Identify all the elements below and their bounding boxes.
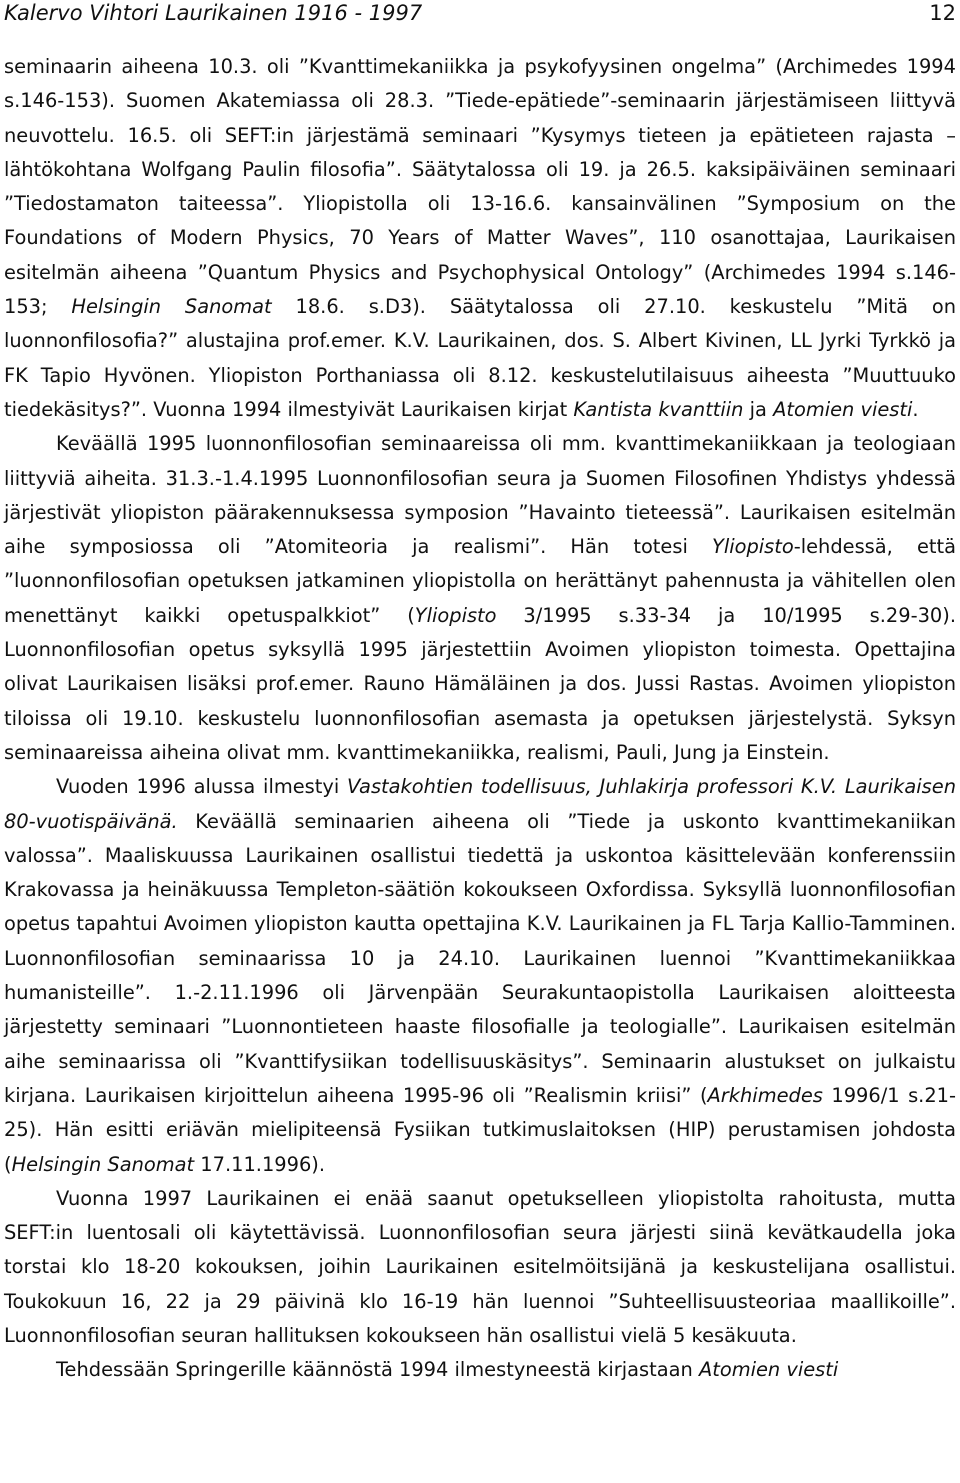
italic-title: Helsingin Sanomat bbox=[11, 1152, 195, 1176]
running-header bbox=[4, 0, 956, 30]
document-body bbox=[4, 50, 956, 1388]
italic-title: Helsingin Sanomat bbox=[71, 295, 272, 319]
italic-title: Kantista kvanttiin bbox=[573, 397, 744, 421]
paragraph-text: Keväällä seminaarien aiheena oli ”Tiede ja uskonto kvanttimekaniikan valossa”. Maaliskuussa Laurikainen osallistui tiedettä ja uskontoa käsittelevään konferenssiin Krakovassa ja heinäkuussa Templeton-säätiön kokoukseen Oxfordissa. Syksyllä luonnonfilosofian opetus tapahtui Avoimen yliopiston kautta opettajina K.V. Laurikainen ja FL Tarja Kallio-Tamminen. Luonnonfilosofian seminaarissa 10 ja 24.10. Laurikainen luennoi ”Kvanttimekaniikkaa humanisteille”. 1.-2.11.1996 oli Järvenpään Seurakuntaopistolla Laurikaisen aloitteesta järjestetty seminaari ”Luonnontieteen haaste filosofialle ja teologialle”. Laurikaisen esitelmän aihe seminaarissa oli ”Kvanttifysiikan todellisuuskäsitys”. Seminaarin alustukset on julkaistu kirjana. Laurikaisen kirjoittelun aiheena 1995-96 oli ”Realismin kriisi” ( bbox=[4, 809, 956, 1107]
italic-title: Atomien viesti bbox=[698, 1358, 839, 1382]
paragraph bbox=[4, 50, 956, 427]
paragraph-text: Vuonna 1997 Laurikainen ei enää saanut opetukselleen yliopistolta rahoitusta, mutta SEFT:in luentosali oli käytettävissä. Luonnonfilosofian seura järjesti siinä kevätkaudella joka torstai klo 18-20 kokouksen, joihin Laurikainen esitelmöitsijänä ja keskustelijana osallistui. Toukokuun 16, 22 ja 29 päivinä klo 16-19 hän luennoi ”Suhteellisuusteoriaa maallikoille”. Luonnonfilosofian seuran hallituksen kokoukseen hän osallistui vielä 5 kesäkuuta. bbox=[4, 1186, 956, 1347]
paragraph-text: 3/1995 s.33-34 ja 10/1995 s.29-30). Luonnonfilosofian opetus syksyllä 1995 järjestettiin Avoimen yliopiston toimesta. Opettajina olivat Laurikaisen lisäksi prof.emer. Rauno Hämäläinen ja dos. Jussi Rastas. Avoimen yliopiston tiloissa oli 19.10. keskustelu luonnonfilosofian asemasta ja opetuksen järjestelystä. Syksyn seminaareissa aiheina olivat mm. kvanttimekaniikka, realismi, Pauli, Jung ja Einstein. bbox=[4, 603, 956, 764]
italic-title: Yliopisto bbox=[711, 535, 794, 559]
paragraph-text: ja bbox=[743, 397, 774, 421]
italic-title: Atomien viesti bbox=[773, 397, 913, 421]
paragraph-text: 17.11.1996). bbox=[194, 1152, 326, 1176]
paragraph-text: 18.6. s.D3). Säätytalossa oli 27.10. keskustelu ”Mitä on luonnonfilosofia?” alustajina prof.emer. K.V. Laurikainen, dos. S. Albert Kivinen, LL Jyrki Tyrkkö ja FK Tapio Hyvönen. Yliopiston Porthaniassa oli 8.12. keskustelutilaisuus aiheesta ”Muuttuuko tiedekäsitys?”. Vuonna 1994 ilmestyivät Laurikaisen kirjat bbox=[4, 295, 956, 421]
header-title: Kalervo Vihtori Laurikainen 1916 - 1997 bbox=[4, 1, 423, 25]
paragraph-text: Keväällä 1995 luonnonfilosofian seminaareissa oli mm. kvanttimekaniikkaan ja teologiaan liittyviä aiheita. 31.3.-1.4.1995 Luonnonfilosofian seura ja Suomen Filosofinen Yhdistys yhdessä järjestivät yliopiston päärakennuksessa symposion ”Havainto tieteessä”. Laurikaisen esitelmän aihe symposiossa oli ”Atomiteoria ja realismi”. Hän totesi bbox=[4, 432, 956, 559]
italic-title: Vastakohtien todellisuus, Juhlakirja professori K.V. Laurikaisen 80-vuotispäivänä. bbox=[4, 775, 956, 833]
paragraph bbox=[4, 770, 956, 1182]
page-number: 12 bbox=[929, 1, 956, 25]
paragraph-text: 1996/1 s.21-25). Hän esitti eriävän mielipiteensä Fysiikan tutkimuslaitoksen (HIP) perustamisen johdosta ( bbox=[4, 1083, 957, 1176]
paragraph-text: Tehdessään Springerille käännöstä 1994 ilmestyneestä kirjastaan bbox=[56, 1358, 699, 1382]
italic-title: Yliopisto bbox=[414, 603, 497, 627]
italic-title: Arkhimedes bbox=[707, 1083, 823, 1107]
paragraph bbox=[4, 427, 956, 770]
paragraph bbox=[4, 1182, 956, 1353]
paragraph-text: Vuoden 1996 alussa ilmestyi bbox=[56, 775, 348, 799]
paragraph-text: . bbox=[912, 397, 919, 421]
paragraph-text: -lehdessä, että ”luonnonfilosofian opetuksen jatkaminen yliopistolla on herättänyt pahennusta ja vähitellen olen menettänyt kaikki opetuspalkkiot” ( bbox=[4, 535, 956, 627]
paragraph bbox=[4, 1353, 956, 1387]
paragraph-text: seminaarin aiheena 10.3. oli ”Kvanttimekaniikka ja psykofyysinen ongelma” (Archimedes 1994 s.146-153). Suomen Akatemiassa oli 28.3. ”Tiede-epätiede”-seminaarin järjestämiseen liittyvä neuvottelu. 16.5. oli SEFT:in järjestämä seminaari ”Kysymys tieteen ja epätieteen rajasta – lähtökohtana Wolfgang Paulin filosofia”. Säätytalossa oli 19. ja 26.5. kaksipäiväinen seminaari ”Tiedostamaton taiteessa”. Yliopistolla oli 13-16.6. kansainvälinen ”Symposium on the Foundations of Modern Physics, 70 Years of Matter Waves”, 110 osanottajaa, Laurikaisen esitelmän aiheena ”Quantum Physics and Psychophysical Ontology” (Archimedes 1994 s.146-153; bbox=[4, 55, 956, 319]
